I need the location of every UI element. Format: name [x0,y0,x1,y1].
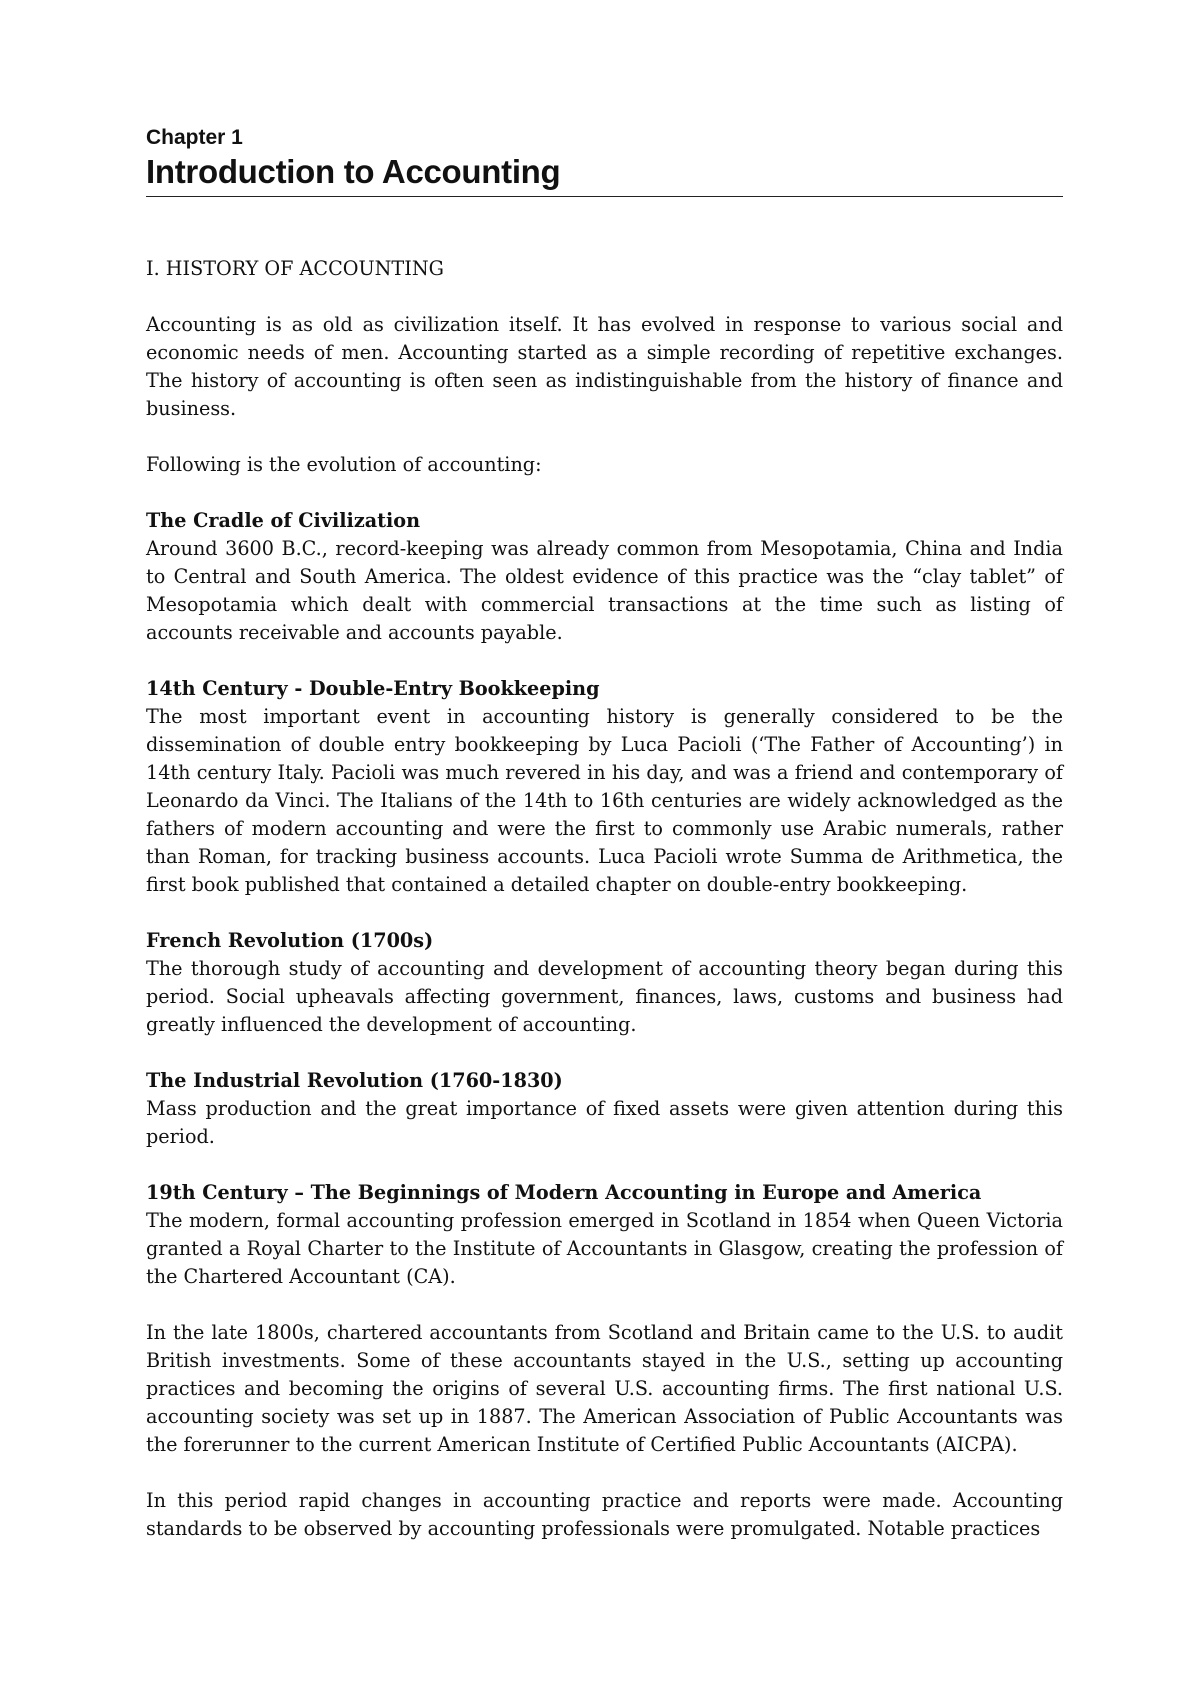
era-heading: 19th Century – The Beginnings of Modern Accounting in Europe and America [146,1181,982,1204]
era-heading: French Revolution (1700s) [146,929,434,952]
era-heading: 14th Century - Double-Entry Bookkeeping [146,677,600,700]
era-paragraph: Around 3600 B.C., record-keeping was already common from Mesopotamia, China and India to Central and South America. The oldest evidence of this practice was the “clay tablet” of Mesopotamia which dealt with commercial transactions at the time such as listing of accounts receivable and accounts payable. [146,537,1063,644]
era-paragraph: The most important event in accounting history is generally considered to be the dissemination of double entry bookkeeping by Luca Pacioli (‘The Father of Accounting’) in 14th century Italy. Pacioli was much revered in his day, and was a friend and contemporary of Leonardo da Vinci. The Italians of the 14th to 16th centuries are widely acknowledged as the fathers of modern accounting and were the first to commonly use Arabic numerals, rather than Roman, for tracking business accounts. Luca Pacioli wrote Summa de Arithmetica, the first book published that contained a detailed chapter on double-entry bookkeeping. [146,705,1063,896]
chapter-title: Introduction to Accounting [146,153,561,190]
intro-paragraph: Accounting is as old as civilization itself. It has evolved in response to various social and economic needs of men. Accounting started as a simple recording of repetitive exchanges. The history of accounting is often seen as indistinguishable from the history of finance and business. [146,313,1063,420]
title-divider [146,196,1063,197]
era-heading: The Cradle of Civilization [146,509,421,532]
body-paragraph: In the late 1800s, chartered accountants from Scotland and Britain came to the U.S. to audit British investments. Some of these accountants stayed in the U.S., setting up accounting practices and becoming the origins of several U.S. accounting firms. The first national U.S. accounting society was set up in 1887. The American Association of Public Accountants was the forerunner to the current American Institute of Certified Public Accountants (AICPA). [146,1321,1063,1456]
body-paragraph: In this period rapid changes in accounting practice and reports were made. Accounting standards to be observed by accounting professionals were promulgated. Notable practices [146,1489,1063,1540]
era-paragraph: The thorough study of accounting and development of accounting theory began during this period. Social upheavals affecting government, finances, laws, customs and business had greatly influenced the development of accounting. [146,957,1063,1036]
chapter-label: Chapter 1 [146,126,243,149]
section-heading: I. HISTORY OF ACCOUNTING [146,257,444,280]
era-paragraph: Mass production and the great importance of fixed assets were given attention during this period. [146,1097,1063,1148]
intro-paragraph: Following is the evolution of accounting: [146,453,542,476]
era-heading: The Industrial Revolution (1760-1830) [146,1069,563,1092]
document-body [146,255,1063,1571]
era-paragraph: The modern, formal accounting profession emerged in Scotland in 1854 when Queen Victoria granted a Royal Charter to the Institute of Accountants in Glasgow, creating the profession of the Chartered Accountant (CA). [146,1209,1063,1288]
